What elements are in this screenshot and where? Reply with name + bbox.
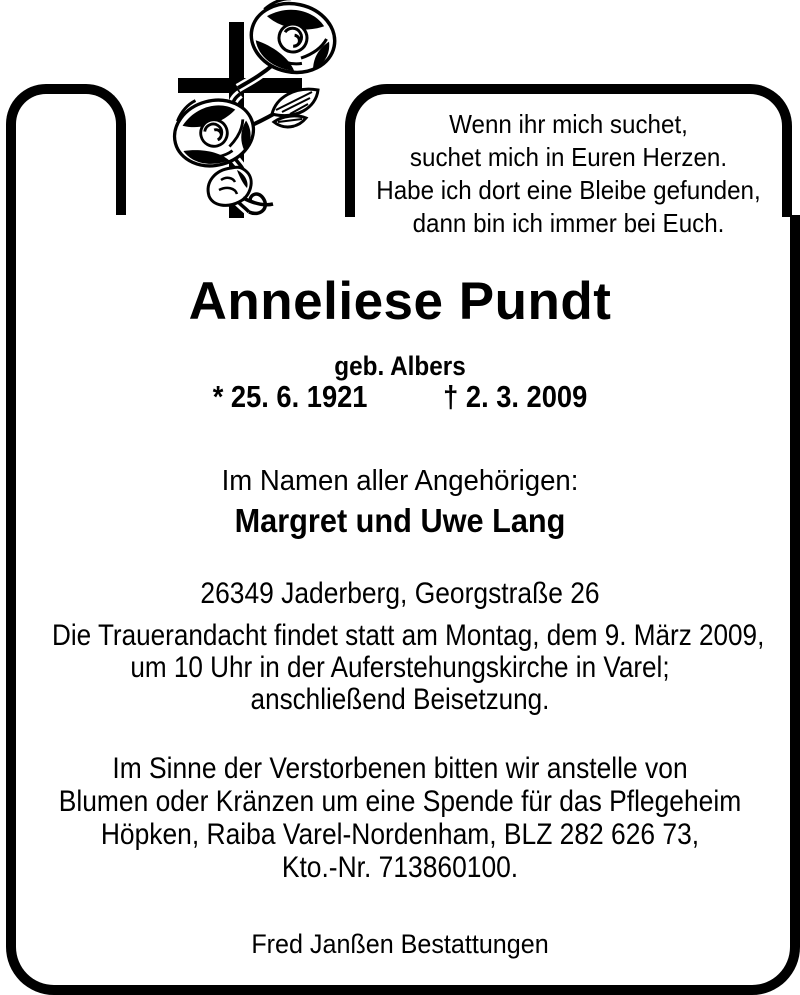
donation-info-line: Blumen oder Kränzen um eine Spende für das Pflegeheim xyxy=(58,785,742,818)
service-info-line: um 10 Uhr in der Auferstehungskirche in Varel; xyxy=(130,651,670,684)
service-info xyxy=(52,619,765,716)
verse-line: suchet mich in Euren Herzen. xyxy=(409,142,728,172)
family-names: Margret und Uwe Lang xyxy=(234,502,566,539)
donation-info-line: Im Sinne der Verstorbenen bitten wir anstelle von xyxy=(112,752,688,785)
cross-with-roses-icon xyxy=(150,0,345,225)
verse-text xyxy=(361,108,777,240)
donation-info-line: Kto.-Nr. 713860100. xyxy=(281,851,519,884)
deceased-name: Anneliese Pundt xyxy=(188,272,612,331)
service-info-line: Die Trauerandacht findet statt am Montag, dem 9. März 2009, xyxy=(52,619,765,652)
family-address: 26349 Jaderberg, Georgstraße 26 xyxy=(200,577,600,610)
donation-info xyxy=(48,752,752,884)
death-date: † 2. 3. 2009 xyxy=(443,379,588,414)
maiden-name: geb. Albers xyxy=(334,351,466,381)
verse-line: dann bin ich immer bei Euch. xyxy=(412,208,725,238)
donation-info-line: Höpken, Raiba Varel-Nordenham, BLZ 282 626 73, xyxy=(100,818,700,851)
life-dates xyxy=(48,379,752,415)
verse-line: Habe ich dort eine Bleibe gefunden, xyxy=(376,175,761,205)
verse-line: Wenn ihr mich suchet, xyxy=(449,109,688,139)
birth-date: * 25. 6. 1921 xyxy=(212,379,368,414)
undertaker-name: Fred Janßen Bestattungen xyxy=(251,929,549,959)
left-arch-border xyxy=(6,84,126,215)
family-intro: Im Namen aller Angehörigen: xyxy=(221,465,579,497)
service-info-line: anschließend Beisetzung. xyxy=(250,683,550,716)
